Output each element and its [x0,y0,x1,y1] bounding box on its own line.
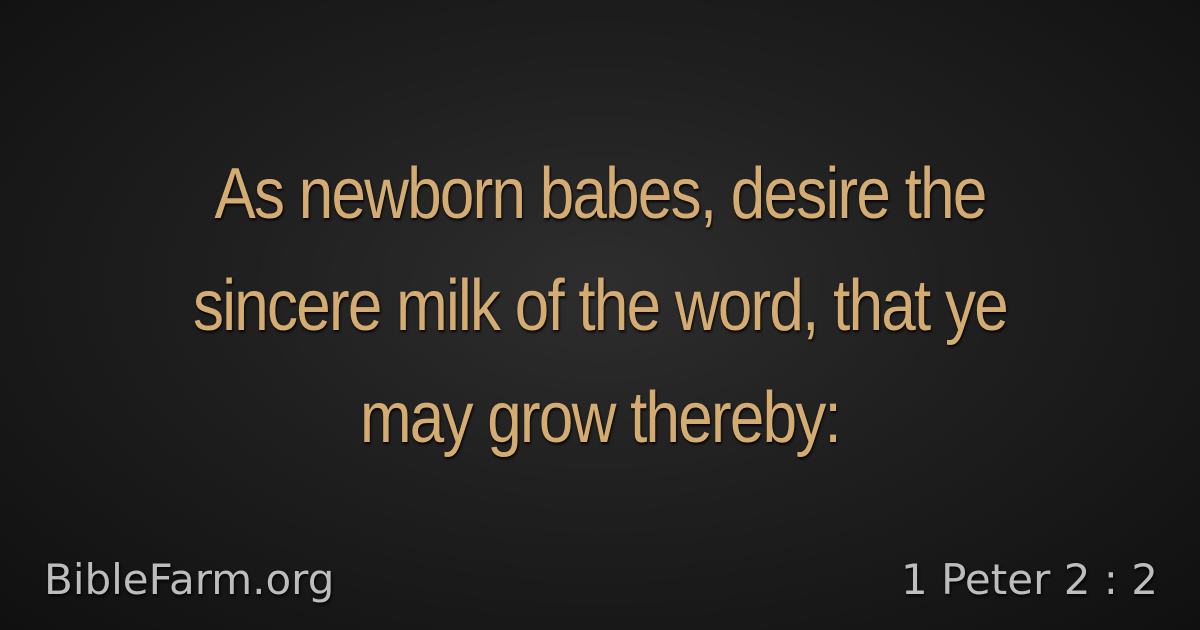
verse-line-1: As newborn babes, desire the [214,154,986,234]
verse-reference: 1 Peter 2 : 2 [901,555,1158,604]
verse-line-3: may grow thereby: [359,378,841,458]
verse-text [118,138,1081,474]
verse-line-2: sincere milk of the word, that ye [193,266,1007,346]
site-watermark: BibleFarm.org [44,555,335,604]
